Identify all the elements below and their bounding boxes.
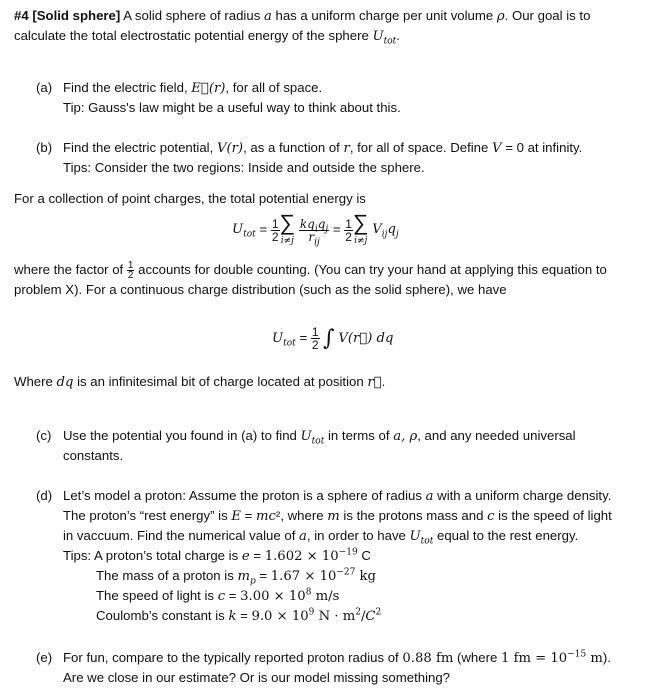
equation-point-charges: $U_{tot}$ = $\frac{1}{2}$ ∑ i≠j $\frac{kq_iq_j}{r_{ij}}$ = $\frac{1}{2}$ ∑ i≠j $V_{ij}q_j$ xyxy=(232,210,399,247)
part-d-tip-charge: Tips: A proton’s total charge is $e = 1.602 \times 10^{-19}$ C xyxy=(63,547,371,564)
part-a-tip: Tip: Gauss's law might be a useful way to think about this. xyxy=(63,100,401,115)
problem-header: #4 [Solid sphere] A solid sphere of radius a has a uniform charge per unit volume ρ. Our goal is to calculate the total electrostatic potential energy of the sphere $U_{tot}$. xyxy=(14,8,591,47)
collection-line: For a collection of point charges, the total potential energy is xyxy=(14,191,366,206)
part-b: (b) Find the electric potential, V(r), as a function of r, for all of space. Define V = 0 at infinity. Tips: Consider the two regions: Inside and outside the sphere. xyxy=(36,138,648,177)
part-c: (c) Use the potential you found in (a) to find $U_{tot}$ in terms of a, ρ, and any needed universal constants. xyxy=(36,428,576,463)
factor-paragraph: where the factor of $\frac{1}{2}$ accounts for double counting. (You can try your hand at applying this equation to problem X). For a continuous charge distribution (such as the solid sphere), we have xyxy=(14,260,607,298)
part-b-tip: Tips: Consider the two regions: Inside and outside the sphere. xyxy=(63,160,425,175)
problem-title: #4 [Solid sphere] xyxy=(14,8,121,23)
part-d-tip-mass: The mass of a proton is $m_p = 1.67 \times 10^{-27}$ kg xyxy=(96,567,376,587)
part-d: (d) Let’s model a proton: Assume the proton is a sphere of radius a with a uniform charge density. The proton’s “rest energy” is E = mc², where m is the protons mass and c is the speed of light in vaccuum. Find the numerical value of a, in order to have $U_{tot}$ equal to the rest energy. Tips: A proton’s total charge is $e = 1.602 \times 10^{-19}$ C The mass of a proton is $m_p = 1.67 \times 10^{-27}$ kg The speed of light is $c = 3.00 \times 10^8$ m/s Coulomb’s constant is $k = 9.0 \times 10^9$ $N \cdot m^2/C^2$ xyxy=(36,486,648,626)
part-d-tip-light: The speed of light is $c = 3.00 \times 10^8$ m/s xyxy=(96,587,340,604)
equation-continuous: $U_{tot}$ = $\frac{1}{2}$ ∫ V(r⃗) dq xyxy=(272,325,394,352)
part-e: (e) For fun, compare to the typically reported proton radius of 0.88 fm (where 1 fm = $10^{-15}$ m). Are we close in our estimate? Or is our model missing something? xyxy=(36,649,611,685)
part-a: (a) Find the electric field, E⃗(r), for all of space. Tip: Gauss's law might be a useful way to think about this. xyxy=(36,78,648,117)
part-d-tip-coulomb: Coulomb’s constant is $k = 9.0 \times 10^9$ $N \cdot m^2/C^2$ xyxy=(96,607,382,624)
dq-line: Where dq is an infinitesimal bit of charge located at position r⃗. xyxy=(14,374,386,390)
